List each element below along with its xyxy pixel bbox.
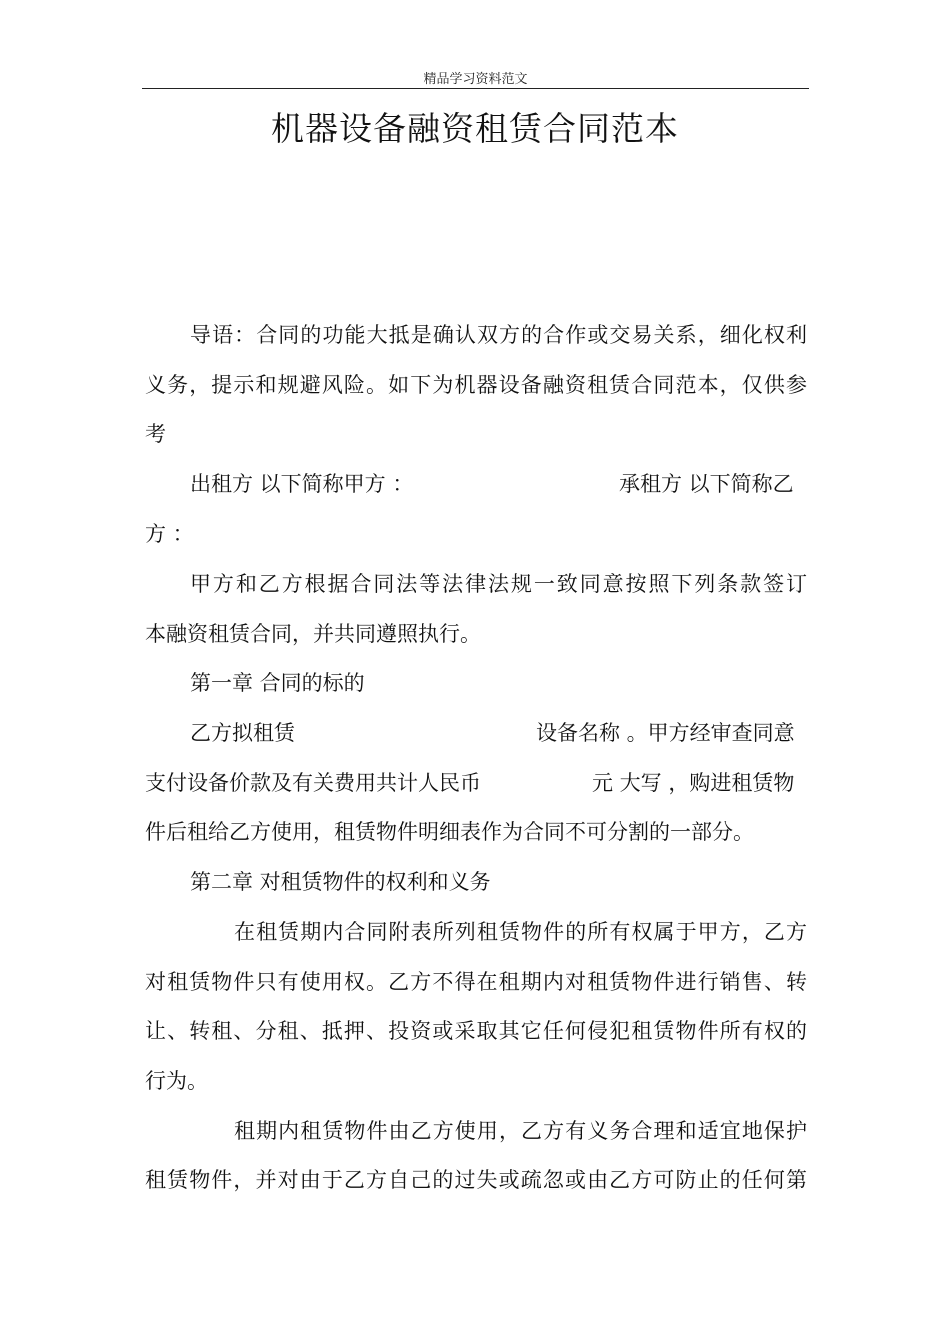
chapter2-para1-line: 行为。: [145, 1069, 208, 1093]
chapter2-para1-line: 对租赁物件只有使用权。乙方不得在租期内对租赁物件进行销售、转: [145, 970, 807, 994]
chapter1-heading: 第一章 合同的标的: [190, 671, 365, 695]
lessee-label-continued: 方 ：: [145, 522, 194, 546]
chapter2-para2-line: 租赁物件，并对由于乙方自己的过失或疏忽或由乙方可防止的任何第: [145, 1168, 807, 1192]
document-title: 机器设备融资租赁合同范本: [271, 109, 679, 148]
parties-line: [145, 469, 807, 499]
intro-line: 义务，提示和规避风险。如下为机器设备融资租赁合同范本，仅供参: [145, 373, 807, 397]
chapter2-para2-line: 租期内租赁物件由乙方使用，乙方有义务合理和适宜地保护: [234, 1119, 807, 1143]
chapter2-para1-line: 在租赁期内合同附表所列租赁物件的所有权属于甲方，乙方: [234, 920, 807, 944]
intro-line: 导语：合同的功能大抵是确认双方的合作或交易关系，细化权利: [190, 323, 807, 347]
lessor-label: 出租方 以下简称甲方 ：: [190, 472, 414, 496]
chapter2-para1-line: 让、转租、分租、抵押、投资或采取其它任何侵犯租赁物件所有权的: [145, 1019, 807, 1043]
chapter1-line2-left: 支付设备价款及有关费用共计人民币: [145, 771, 481, 795]
chapter1-line: [145, 768, 807, 798]
agreement-line: 本融资租赁合同，并共同遵照执行。: [145, 622, 481, 646]
lessee-label: 承租方 以下简称乙: [619, 472, 794, 496]
chapter1-line1-left: 乙方拟租赁: [190, 721, 295, 745]
chapter2-heading: 第二章 对租赁物件的权利和义务: [190, 870, 491, 894]
chapter1-line3: 件后租给乙方使用，租赁物件明细表作为合同不可分割的一部分。: [145, 820, 754, 844]
intro-line: 考: [145, 422, 166, 446]
chapter1-line: [145, 718, 807, 748]
agreement-line: 甲方和乙方根据合同法等法律法规一致同意按照下列条款签订: [190, 572, 807, 596]
chapter1-line2-right: 元 大写 ，购进租赁物: [592, 771, 795, 795]
chapter1-line1-right: 设备名称 。甲方经审查同意: [536, 721, 795, 745]
header-divider: [142, 88, 809, 89]
running-header: 精品学习资料范文: [423, 72, 528, 87]
